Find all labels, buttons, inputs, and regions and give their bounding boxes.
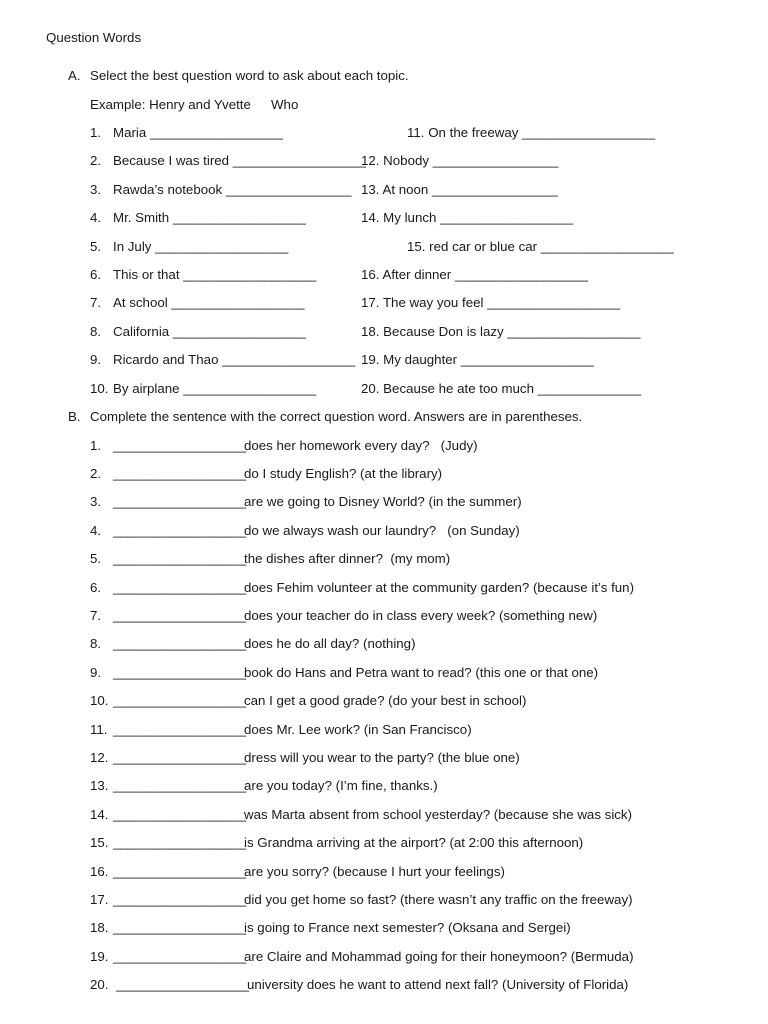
sentence-text: does Mr. Lee work? (in San Francisco) [244, 721, 472, 737]
sentence-text: do we always wash our laundry? (on Sunday) [244, 522, 520, 538]
topic-item[interactable]: At school __________________ [113, 295, 305, 311]
answer-blank[interactable]: __________________ [113, 948, 247, 964]
item-number: 2. [90, 153, 102, 169]
topic-item[interactable]: By airplane __________________ [113, 380, 317, 396]
topic-item[interactable]: In July __________________ [113, 238, 289, 254]
sentence-text: does her homework every day? (Judy) [244, 437, 478, 453]
item-number: 8. [90, 323, 102, 339]
topic-item[interactable]: This or that __________________ [113, 267, 317, 282]
answer-blank[interactable]: __________________ [113, 494, 247, 510]
sentence-text: was Marta absent from school yesterday? (because she was sick) [244, 806, 632, 822]
item-number: 17. [90, 891, 109, 907]
item-number: 7. [90, 295, 102, 311]
topic-item[interactable]: 20. Because he ate too much ______________ [361, 380, 642, 396]
item-number: 10. [90, 693, 109, 709]
answer-blank[interactable]: __________________ [113, 721, 247, 737]
section-b-instruction: Complete the sentence with the correct question word. Answers are in parentheses. [90, 409, 583, 424]
sentence-text: is Grandma arriving at the airport? (at 2:00 this afternoon) [244, 835, 584, 851]
item-number: 13. [90, 778, 109, 794]
item-number: 10. [90, 380, 109, 396]
answer-blank[interactable]: __________________ [113, 863, 247, 879]
sentence-text: are Claire and Mohammad going for their honeymoon? (Bermuda) [244, 948, 634, 964]
sentence-text: dress will you wear to the party? (the blue one) [244, 749, 520, 765]
topic-item[interactable]: Rawda’s notebook _________________ [113, 181, 352, 197]
sentence-text: does Fehim volunteer at the community garden? (because it’s fun) [244, 579, 635, 595]
answer-blank[interactable]: __________________ [113, 778, 247, 794]
item-number: 14. [90, 806, 109, 822]
sentence-text: is going to France next semester? (Oksana and Sergei) [244, 920, 571, 936]
item-number: 19. [90, 948, 109, 964]
topic-item[interactable]: 12. Nobody _________________ [361, 153, 559, 169]
item-number: 5. [90, 238, 102, 254]
item-number: 18. [90, 920, 109, 936]
item-number: 7. [90, 607, 102, 623]
item-number: 9. [90, 664, 102, 680]
topic-item[interactable]: 14. My lunch __________________ [361, 210, 574, 226]
item-number: 6. [90, 579, 102, 595]
sentence-text: book do Hans and Petra want to read? (this one or that one) [244, 664, 599, 680]
answer-blank[interactable]: __________________ [113, 920, 247, 936]
answer-blank[interactable]: __________________ [113, 437, 247, 453]
item-number: 3. [90, 181, 102, 197]
answer-blank[interactable]: __________________ [113, 806, 247, 822]
topic-item[interactable]: 17. The way you feel __________________ [361, 295, 621, 311]
sentence-text: the dishes after dinner? (my mom) [244, 551, 451, 567]
item-number: 2. [90, 465, 102, 481]
item-number: 1. [90, 437, 102, 453]
topic-item[interactable]: 19. My daughter __________________ [361, 352, 594, 368]
answer-blank[interactable]: __________________ [113, 465, 247, 481]
topic-item[interactable]: 13. At noon _________________ [361, 181, 558, 197]
item-number: 8. [90, 636, 102, 652]
sentence-text: are you sorry? (because I hurt your feelings) [244, 863, 505, 879]
example-label: Example: Henry and Yvette [90, 97, 251, 112]
sentence-text: do I study English? (at the library) [244, 465, 443, 481]
topic-item[interactable]: 15. red car or blue car __________________ [407, 238, 674, 254]
sentence-text: are you today? (I’m fine, thanks.) [244, 778, 438, 794]
item-number: 5. [90, 551, 102, 567]
topic-item[interactable]: Mr. Smith __________________ [113, 210, 306, 226]
answer-blank[interactable]: __________________ [113, 636, 247, 652]
sentence-text: university does he want to attend next fall? (University of Florida) [247, 977, 629, 993]
sentence-text: can I get a good grade? (do your best in school) [244, 693, 527, 709]
answer-blank[interactable]: __________________ [113, 579, 247, 595]
item-number: 20. [90, 977, 109, 993]
section-a-instruction: Select the best question word to ask about each topic. [90, 68, 409, 83]
topic-item[interactable]: Because I was tired __________________ [113, 153, 366, 169]
answer-blank[interactable]: __________________ [113, 664, 247, 680]
item-number: 9. [90, 352, 102, 368]
item-number: 6. [90, 267, 102, 282]
topic-item[interactable]: California __________________ [113, 323, 306, 339]
item-number: 4. [90, 522, 102, 538]
topic-item[interactable]: Ricardo and Thao __________________ [113, 352, 356, 368]
sentence-text: does he do all day? (nothing) [244, 636, 416, 652]
item-number: 16. [90, 863, 109, 879]
topic-item[interactable]: Maria __________________ [113, 125, 284, 140]
section-b-letter: B. [68, 409, 81, 424]
answer-blank[interactable]: __________________ [116, 977, 250, 993]
topic-item[interactable]: 16. After dinner __________________ [361, 267, 588, 282]
item-number: 4. [90, 210, 102, 226]
page-title: Question Words [46, 30, 142, 45]
topic-item[interactable]: 18. Because Don is lazy __________________ [361, 323, 641, 339]
topic-item[interactable]: 11. On the freeway __________________ [407, 125, 656, 140]
answer-blank[interactable]: __________________ [113, 749, 247, 765]
item-number: 1. [90, 125, 102, 140]
answer-blank[interactable]: __________________ [113, 835, 247, 851]
answer-blank[interactable]: __________________ [113, 693, 247, 709]
item-number: 12. [90, 749, 109, 765]
item-number: 15. [90, 835, 109, 851]
item-number: 3. [90, 494, 102, 510]
section-a-letter: A. [68, 68, 81, 83]
sentence-text: did you get home so fast? (there wasn’t any traffic on the freeway) [244, 891, 633, 907]
answer-blank[interactable]: __________________ [113, 522, 247, 538]
item-number: 11. [90, 721, 108, 737]
example-answer: Who [271, 97, 299, 112]
answer-blank[interactable]: __________________ [113, 551, 247, 567]
answer-blank[interactable]: __________________ [113, 891, 247, 907]
answer-blank[interactable]: __________________ [113, 607, 247, 623]
sentence-text: does your teacher do in class every week? (something new) [244, 607, 598, 623]
sentence-text: are we going to Disney World? (in the summer) [244, 494, 522, 510]
